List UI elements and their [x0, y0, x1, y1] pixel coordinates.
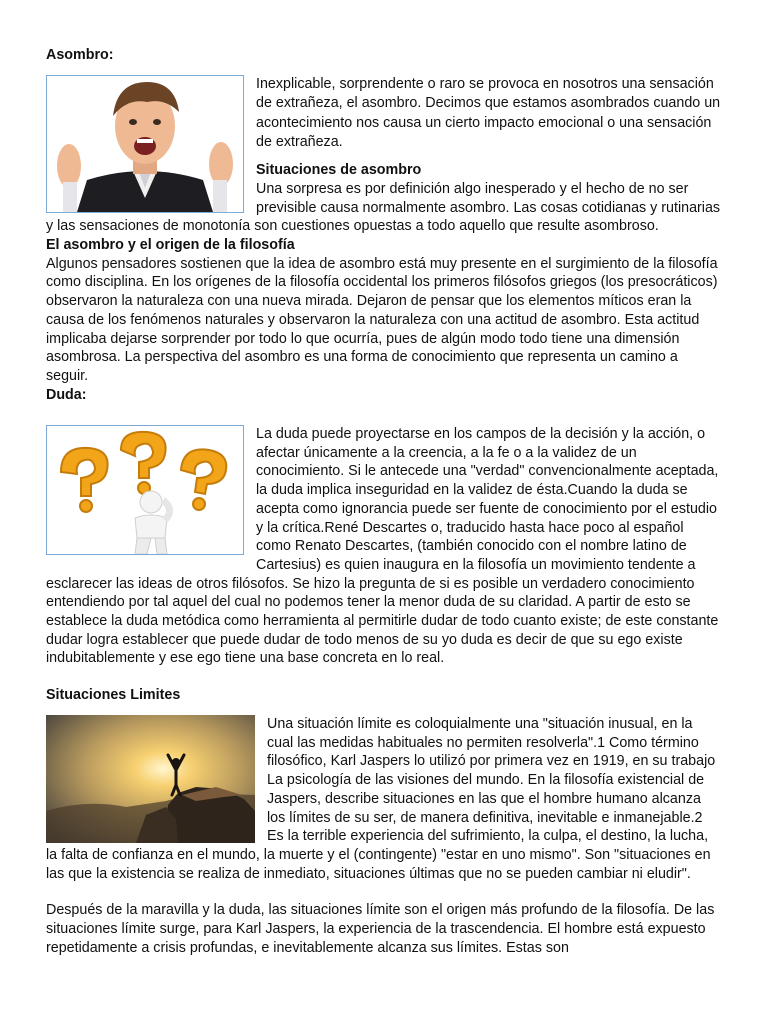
heading-asombro-origen: El asombro y el origen de la filosofía: [46, 237, 295, 253]
limites-text-2: Después de la maravilla y la duda, las situaciones límite son el origen más profundo de la filosofía. De las situaciones límite surge, para Karl Jaspers, la experiencia de la trascendencia. El hombre está expuesto repetidamente a crisis profundas, e inevitablemente alcanza sus límites. Estas son: [46, 902, 715, 956]
asombro-intro: Inexplicable, sorprendente o raro se provoca en nosotros una sensación de extrañeza, el asombro. Decimos que estamos asombrados cuando un acontecimiento nos causa un cierto impacto emocional o una sensación de extrañeza.: [256, 76, 721, 150]
heading-situaciones-limites: Situaciones Limites: [46, 687, 181, 703]
situaciones-asombro-text: Una sorpresa es por definición algo inesperado y el hecho de no ser previsible causa normalmente asombro. Las cosas cotidianas y rutinarias y las sensaciones de monotonía son cuestiones opuestas a todo aquello que resulte asombroso.: [46, 180, 721, 235]
asombro-origen-text: Algunos pensadores sostienen que la idea de asombro está muy presente en el surgimiento de la filosofía como disciplina. En los orígenes de la filosofía occidental los primeros filósofos griegos (los presocráticos) observaron la naturaleza con una nueva mirada. Dejaron de pensar que los elementos míticos eran la causa de los fenómenos naturales y observaron la naturaleza con una actitud de asombro. Esta actitud implicaba dejarse sorprender por todo lo que ocurría, pues de algún modo todo tiene una dimensión asombrosa. La perspectiva del asombro es una forma de conocimiento que representa un camino a seguir.: [46, 255, 718, 384]
heading-asombro: Asombro:: [46, 47, 114, 63]
section-duda: [46, 425, 722, 668]
surprised-man-photo: [46, 75, 244, 213]
man-on-cliff-sunset-photo: [46, 715, 255, 843]
subheading-situaciones-asombro: Situaciones de asombro: [256, 162, 422, 179]
heading-duda: Duda:: [46, 386, 87, 403]
limites-text: Una situación límite es coloquialmente una "situación inusual, en la cual las medidas habituales no permiten resolverla".1 Como término filosófico, Karl Jaspers lo utilizó por primera vez en 1919, en su trabajo La psicología de las visiones del mundo. En la filosofía existencial de Jaspers, describe situaciones en las que el hombre humano alcanza los límites de su ser, de manera definitiva, inevitable e inmanejable.2 Es la terrible experiencia del sufrimiento, la culpa, el destino, la lucha, la falta de confianza en el mundo, la muerte y el (contingente) "estar en uno mismo". Son "situaciones en las que la existencia se realiza de inmediato, situaciones últimas que no se pueden cambiar ni eludir".: [46, 716, 716, 882]
section-limites: [46, 715, 722, 957]
duda-text: La duda puede proyectarse en los campos de la decisión y la acción, o afectar únicamente a la creencia, a la fe o a la validez de un conocimiento. Si le antecede una "verdad" convencionalmente aceptada, la duda implica inseguridad en la validez de ésta.Cuando la duda se acepta como ignorancia puede ser fuente de conocimiento por el estudio y la crítica.René Descartes o, traducido hasta hace poco al español como Renato Descartes, (también conocido con el nombre latino de Cartesius) es quien inaugura en la filosofía un movimiento tendente a esclarecer las ideas de otros filósofos. Se hizo la pregunta de si es posible un verdadero conocimiento entendiendo por tal aquel del cual no podemos tener la menor duda de su claridad. A partir de esto se establece la duda metódica como herramienta al permitirle dudar de todo cuanto existe; de este constante dudar logra establecer que puede dudar de todo menos de su yo duda es decir de que su ego existe indubitablemente y ese ego tiene una base concreta en lo real.: [46, 426, 719, 667]
section-asombro: [46, 75, 722, 404]
question-marks-figure-illustration: [46, 425, 244, 555]
